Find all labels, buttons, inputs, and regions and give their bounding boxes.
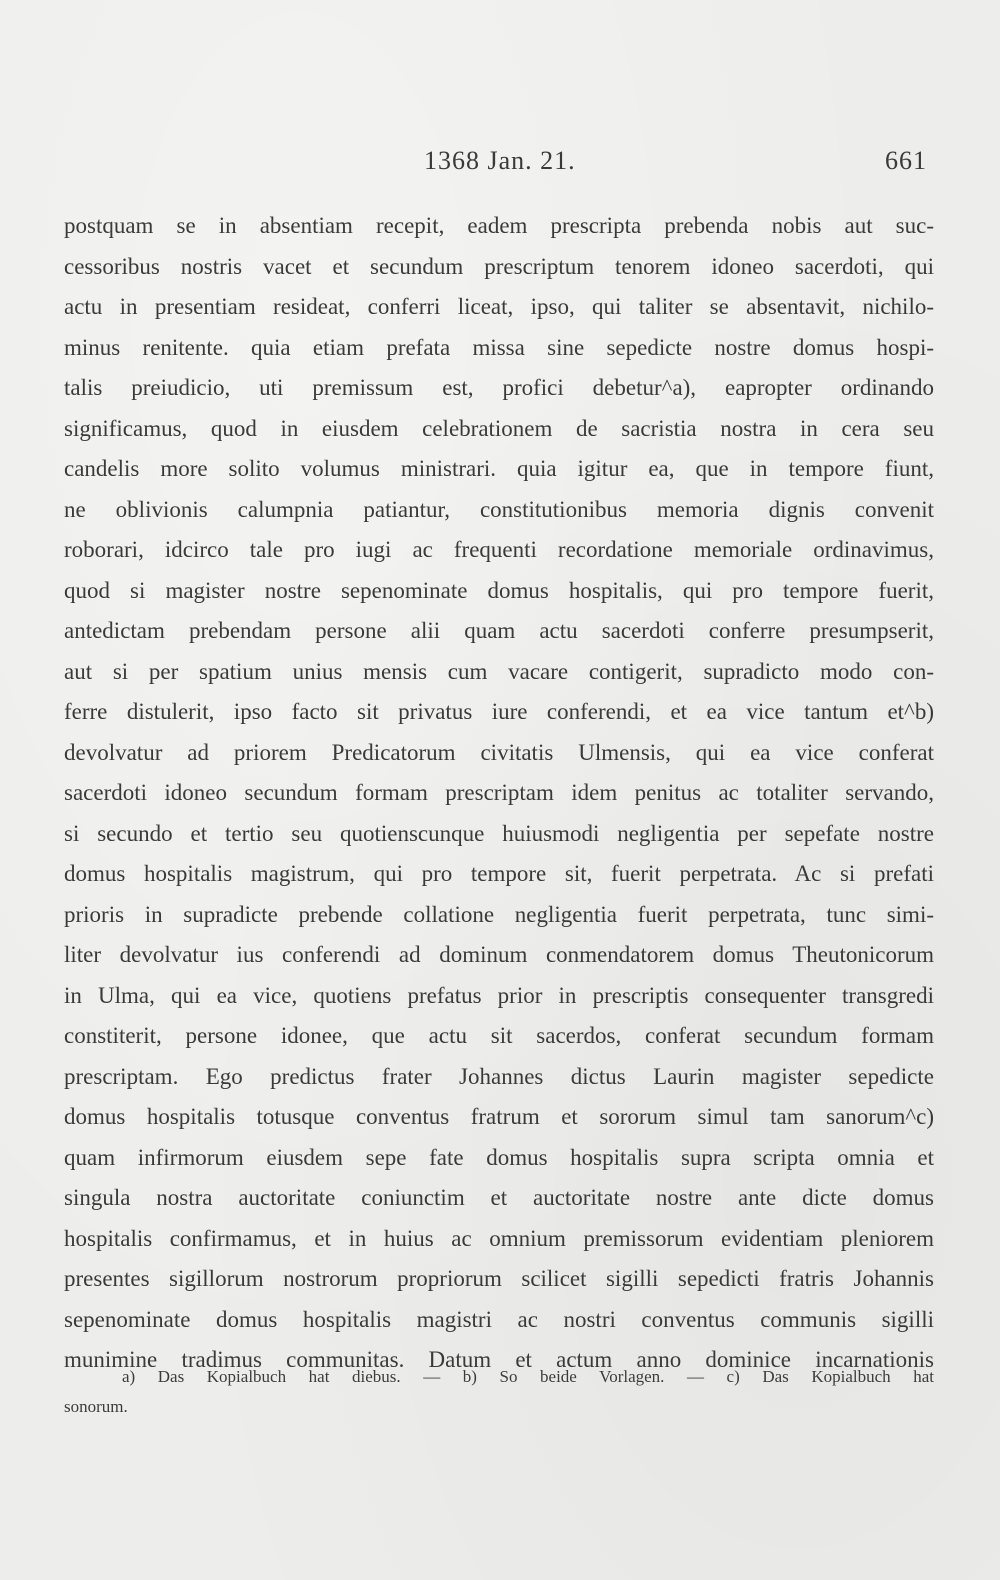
page-number: 661 xyxy=(885,146,927,175)
text-line: constiterit, persone idonee, que actu sit sacerdos, conferat secundum formam xyxy=(64,1023,934,1048)
text-line: hospitalis confirmamus, et in huius ac omnium premissorum evidentiam pleniorem xyxy=(64,1225,934,1251)
text-line: roborari, idcirco tale pro iugi ac frequenti recordatione memoriale ordinavimus, xyxy=(64,537,934,562)
footnote-line: sonorum. xyxy=(64,1397,128,1416)
text-line: si secundo et tertio seu quotienscunque huiusmodi negligentia per sepefate nostre xyxy=(64,820,934,846)
text-line: devolvatur ad priorem Predicatorum civitatis Ulmensis, qui ea vice conferat xyxy=(64,739,934,765)
text-line: prescriptam. Ego predictus frater Johannes dictus Laurin magister sepedicte xyxy=(64,1063,934,1089)
text-line: ferre distulerit, ipso facto sit privatus iure conferendi, et ea vice tantum et^b) xyxy=(64,699,934,724)
text-line: sepenominate domus hospitalis magistri ac nostri conventus communis sigilli xyxy=(64,1306,934,1332)
text-line: quod si magister nostre sepenominate domus hospitalis, qui pro tempore fuerit, xyxy=(64,577,934,603)
text-line: singula nostra auctoritate coniunctim et auctoritate nostre ante dicte domus xyxy=(64,1185,934,1210)
page-header xyxy=(0,140,1000,180)
body-text xyxy=(64,206,934,1381)
header-date: 1368 Jan. 21. xyxy=(424,146,576,175)
text-line: talis preiudicio, uti premissum est, profici debetur^a), eapropter ordinando xyxy=(64,375,934,400)
text-line: cessoribus nostris vacet et secundum prescriptum tenorem idoneo sacerdoti, qui xyxy=(64,253,934,279)
text-line: liter devolvatur ius conferendi ad dominum conmendatorem domus Theutonicorum xyxy=(64,942,934,967)
text-line: significamus, quod in eiusdem celebrationem de sacristia nostra in cera seu xyxy=(64,415,934,441)
text-line: postquam se in absentiam recepit, eadem prescripta prebenda nobis aut suc- xyxy=(64,213,934,238)
text-line: aut si per spatium unius mensis cum vacare contigerit, supradicto modo con- xyxy=(64,658,934,684)
footnotes xyxy=(64,1362,934,1422)
text-line: munimine tradimus communitas. Datum et actum anno dominice incarnationis xyxy=(64,1347,934,1372)
text-line: actu in presentiam resideat, conferri liceat, ipso, qui taliter se absentavit, nichilo- xyxy=(64,294,934,319)
text-line: presentes sigillorum nostrorum propriorum scilicet sigilli sepedicti fratris Johannis xyxy=(64,1266,934,1291)
text-line: sacerdoti idoneo secundum formam prescriptam idem penitus ac totaliter servando, xyxy=(64,780,934,805)
text-line: antedictam prebendam persone alii quam actu sacerdoti conferre presumpserit, xyxy=(64,618,934,643)
text-line: domus hospitalis totusque conventus fratrum et sororum simul tam sanorum^c) xyxy=(64,1104,934,1129)
text-line: quam infirmorum eiusdem sepe fate domus hospitalis supra scripta omnia et xyxy=(64,1144,934,1170)
text-line: ne oblivionis calumpnia patiantur, constitutionibus memoria dignis convenit xyxy=(64,496,934,522)
text-line: domus hospitalis magistrum, qui pro tempore sit, fuerit perpetrata. Ac si prefati xyxy=(64,861,934,886)
text-line: candelis more solito volumus ministrari. quia igitur ea, que in tempore fiunt, xyxy=(64,456,934,481)
footnote-line: a) Das Kopialbuch hat diebus. — b) So beide Vorlagen. — c) Das Kopialbuch hat xyxy=(122,1367,934,1386)
text-line: minus renitente. quia etiam prefata missa sine sepedicte nostre domus hospi- xyxy=(64,334,934,360)
text-line: in Ulma, qui ea vice, quotiens prefatus prior in prescriptis consequenter transgredi xyxy=(64,982,934,1008)
text-line: prioris in supradicte prebende collatione negligentia fuerit perpetrata, tunc simi- xyxy=(64,901,934,927)
